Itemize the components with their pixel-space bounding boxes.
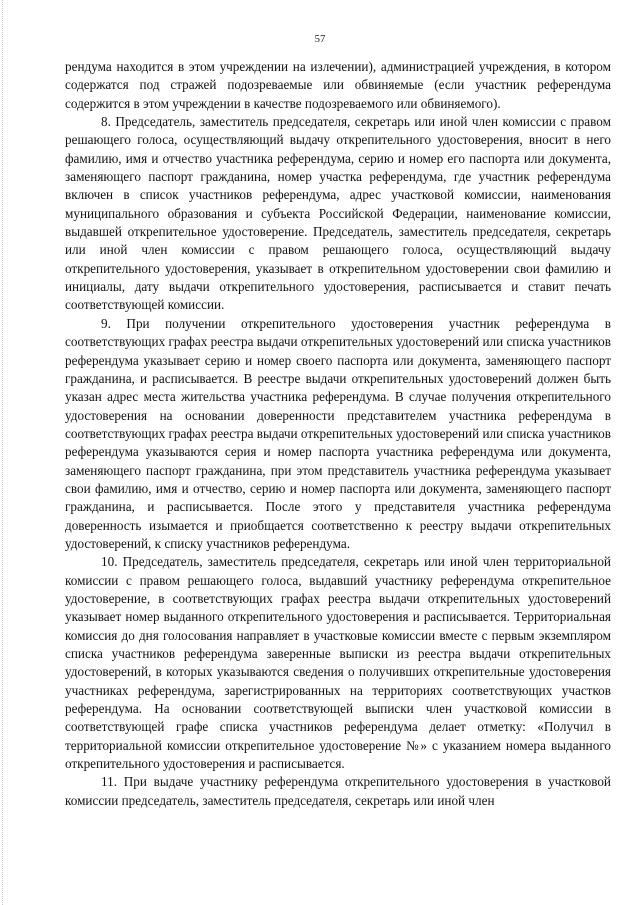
page-number: 57	[314, 33, 326, 45]
paragraph-item-8: 8. Председатель, заместитель председателя, секретарь или иной член комиссии с правом решающего голоса, осуществляющий выдачу открепительного удостоверения, вносит в него фамилию, имя и отчество участника референдума, серию и номер его паспорта или документа, заменяющего паспорт гражданина, номер участка референдума, где участник референдума включен в список участников референдума, адрес участковой комиссии, наименования муниципального образования и субъекта Российской Федерации, наименование комиссии, выдавшей открепительное удостоверение. Председатель, заместитель председателя, секретарь или иной член комиссии с правом решающего голоса, осуществляющий выдачу открепительного удостоверения, указывает в открепительном удостоверении свои фамилию и инициалы, дату выдачи открепительного удостоверения, расписывается и ставит печать соответствующей комиссии.	[65, 114, 611, 313]
paragraph-item-11: 11. При выдаче участнику референдума открепительного удостоверения в участковой комиссии председатель, заместитель председателя, секретарь или иной член	[65, 774, 611, 808]
document-body	[65, 58, 611, 810]
paragraph-item-9: 9. При получении открепительного удостоверения участник референдума в соответствующих графах реестра выдачи открепительных удостоверений или списка участников референдума указывает серию и номер своего паспорта или документа, заменяющего паспорт гражданина, и расписывается. В реестре выдачи открепительных удостоверений должен быть указан адрес места жительства участника референдума. В случае получения открепительного удостоверения на основании доверенности представителем участника референдума в соответствующих графах реестра выдачи открепительных удостоверений или списка участников референдума указываются серия и номер паспорта участника референдума или документа, заменяющего паспорт гражданина, при этом представитель участника референдума указывает свои фамилию, имя и отчество, серию и номер паспорта или документа, заменяющего паспорт гражданина, и расписывается. После этого у представителя участника референдума доверенность изымается и приобщается соответственно к реестру выдачи открепительных удостоверений, к списку участников референдума.	[65, 315, 611, 551]
scan-margin-line	[2, 0, 5, 905]
paragraph-continuation: рендума находится в этом учреждении на излечении), администрацией учреждения, в котором содержатся под стражей подозреваемые или обвиняемые (если участник референдума содержится в этом учреждении в качестве подозреваемого или обвиняемого).	[65, 59, 611, 111]
paragraph-item-10: 10. Председатель, заместитель председателя, секретарь или иной член территориальной комиссии с правом решающего голоса, выдавший участнику референдума открепительное удостоверение, в соответствующих графах реестра выдачи открепительных удостоверений указывает номер выданного открепительного удостоверения и расписывается. Территориальная комиссия до дня голосования направляет в участковые комиссии вместе с первым экземпляром списка участников референдума заверенные выписки из реестра выдачи открепительных удостоверений, в которых указываются сведения о получивших открепительные удостоверения участниках референдума, зарегистрированных на территориях соответствующих участков референдума. На основании соответствующей выписки член участковой комиссии в соответствующей графе списка участников референдума делает отметку: «Получил в территориальной комиссии открепительное удостоверение №» с указанием номера выданного открепительного удостоверения и расписывается.	[65, 554, 611, 772]
